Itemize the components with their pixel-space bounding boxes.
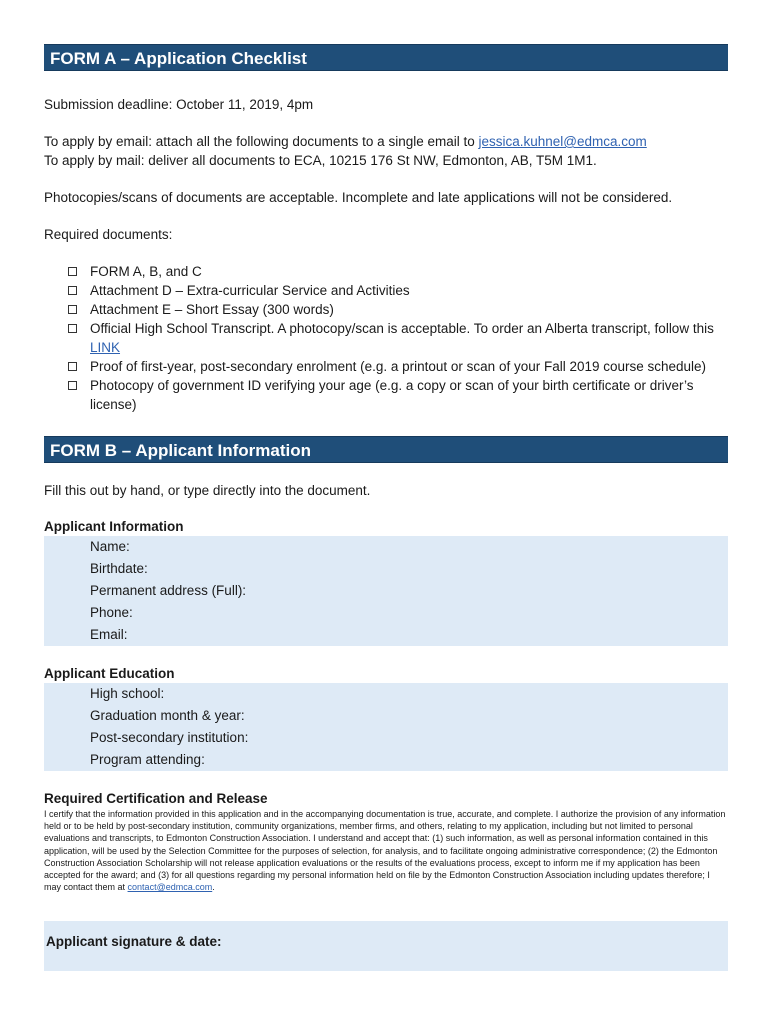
required-documents-list: [44, 262, 728, 414]
checklist-item: [68, 262, 728, 281]
graduation-date-field[interactable]: Graduation month & year:: [90, 708, 245, 723]
checklist-item-label: FORM A, B, and C: [90, 264, 202, 279]
checklist-item: [68, 300, 728, 319]
contact-email-link[interactable]: contact@edmca.com: [127, 882, 213, 893]
signature-label: Applicant signature & date:: [46, 934, 222, 950]
applicant-education-fields: [44, 683, 728, 771]
name-field[interactable]: Name:: [90, 539, 130, 554]
checklist-item: [68, 281, 728, 300]
checklist-item: [68, 319, 728, 357]
email-link[interactable]: jessica.kuhnel@edmca.com: [478, 134, 647, 149]
form-b-header: FORM B – Applicant Information: [44, 436, 728, 463]
certification-label: Required Certification and Release: [44, 791, 268, 806]
mail-instructions: To apply by mail: deliver all documents to ECA, 10215 176 St NW, Edmonton, AB, T5M 1M1.: [44, 153, 597, 168]
certification-text: [44, 808, 728, 893]
birthdate-field[interactable]: Birthdate:: [90, 561, 148, 576]
checklist-item-label: Official High School Transcript. A photocopy/scan is acceptable. To order an Alberta transcript, follow this: [90, 321, 714, 336]
form-b-instructions: Fill this out by hand, or type directly into the document.: [44, 483, 371, 498]
applicant-education-label: Applicant Education: [44, 666, 175, 681]
email-field[interactable]: Email:: [90, 627, 128, 642]
checklist-item: [68, 357, 728, 376]
program-field[interactable]: Program attending:: [90, 752, 205, 767]
phone-field[interactable]: Phone:: [90, 605, 133, 620]
checklist-item-label: Attachment D – Extra-curricular Service and Activities: [90, 283, 410, 298]
checkbox-icon[interactable]: [68, 381, 77, 390]
certification-end: .: [212, 882, 215, 893]
checkbox-icon[interactable]: [68, 286, 77, 295]
checklist-item-label: Proof of first-year, post-secondary enrolment (e.g. a printout or scan of your Fall 2019 course schedule): [90, 359, 707, 374]
applicant-information-label: Applicant Information: [44, 519, 184, 534]
document-page: [44, 44, 728, 971]
transcript-link[interactable]: LINK: [90, 340, 121, 355]
checkbox-icon[interactable]: [68, 362, 77, 371]
checklist-item: [68, 376, 728, 414]
checkbox-icon[interactable]: [68, 324, 77, 333]
form-a-header: FORM A – Application Checklist: [44, 44, 728, 71]
applicant-information-fields: [44, 536, 728, 646]
address-field[interactable]: Permanent address (Full):: [90, 583, 247, 598]
high-school-field[interactable]: High school:: [90, 686, 165, 701]
required-documents-label: Required documents:: [44, 227, 173, 242]
checklist-item-label: Attachment E – Short Essay (300 words): [90, 302, 334, 317]
email-instructions-text: To apply by email: attach all the following documents to a single email to: [44, 134, 479, 149]
checkbox-icon[interactable]: [68, 267, 77, 276]
post-secondary-field[interactable]: Post-secondary institution:: [90, 730, 249, 745]
submission-deadline: Submission deadline: October 11, 2019, 4pm: [44, 97, 314, 112]
photocopies-note: Photocopies/scans of documents are acceptable. Incomplete and late applications will not be considered.: [44, 190, 673, 205]
checkbox-icon[interactable]: [68, 305, 77, 314]
checklist-item-label: Photocopy of government ID verifying your age (e.g. a copy or scan of your birth certificate or driver’s license): [90, 378, 694, 412]
email-instructions: [44, 132, 728, 151]
signature-box[interactable]: [44, 921, 728, 971]
certification-body: I certify that the information provided in this application and in the accompanying documentation is true, accurate, and complete. I authorize the provision of any information held or to be held by post-secondary institution, community organizations, member firms, and others, relating to my application, including but not limited to personal evaluations and transcripts, to Edmonton Construction Association. I understand and accept that: (1) such information, as well as personal information contained in this application, will be used by the Selection Committee for the purposes of selection, for analysis, and to facilitate ongoing administrative correspondence; (2) the Edmonton Construction Association Scholarship will not release application evaluations or the results of the evaluations process, except to inform me if my application has been accepted for the award; and (3) for all questions regarding my personal information held on file by the Edmonton Construction Association including updates therefore; I may contact them at: [44, 809, 726, 893]
